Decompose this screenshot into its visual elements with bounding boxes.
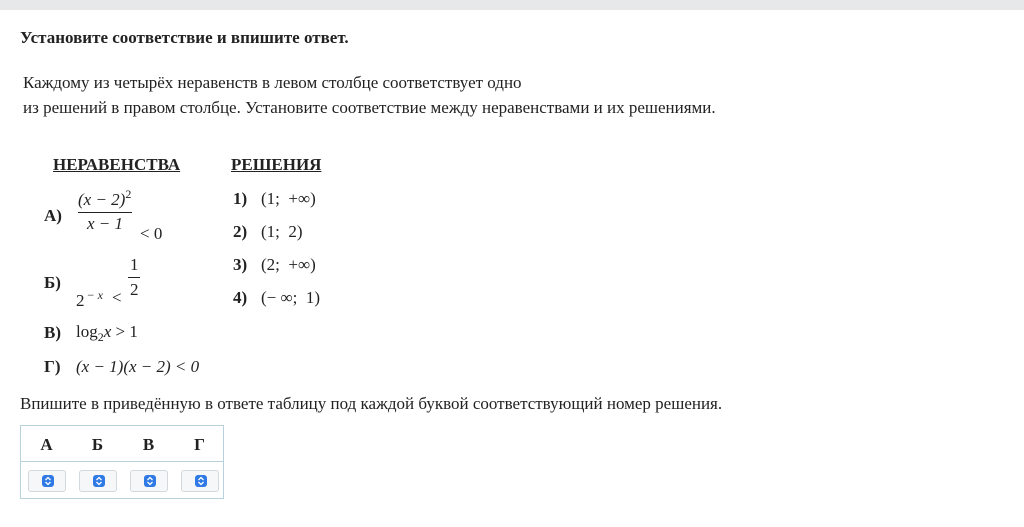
product-expression: (x − 1)(x − 2) < 0 bbox=[76, 357, 200, 376]
log-base: 2 bbox=[97, 330, 104, 344]
chevron-up-down-icon bbox=[195, 475, 207, 487]
log-prefix: log bbox=[76, 322, 98, 341]
inequality-letter: Г) bbox=[44, 357, 61, 376]
power-base: 2 bbox=[76, 291, 85, 310]
answer-select-g[interactable] bbox=[181, 470, 219, 492]
answer-header-a: А bbox=[40, 435, 53, 454]
answer-header-b: Б bbox=[91, 435, 104, 454]
answer-select-a[interactable] bbox=[28, 470, 66, 492]
answer-table bbox=[20, 425, 224, 499]
solution-number: 4) bbox=[233, 288, 248, 307]
answer-select-v[interactable] bbox=[130, 470, 168, 492]
table-divider bbox=[21, 461, 223, 462]
inequality-letter: Б) bbox=[44, 273, 61, 292]
fraction-bar bbox=[78, 212, 132, 213]
solutions-header: РЕШЕНИЯ bbox=[231, 155, 322, 174]
answer-select-b[interactable] bbox=[79, 470, 117, 492]
solution-number: 2) bbox=[233, 222, 248, 241]
power-exponent: − x bbox=[86, 288, 103, 302]
log-expression bbox=[76, 322, 138, 345]
inequalities-header: НЕРАВЕНСТВА bbox=[53, 155, 181, 174]
answer-header-g: Г bbox=[194, 435, 205, 454]
rhs-denominator: 2 bbox=[130, 280, 139, 299]
power-expression bbox=[76, 288, 103, 311]
numerator-power: 2 bbox=[125, 187, 132, 201]
solution-interval: (− ∞; 1) bbox=[261, 288, 321, 307]
top-bar bbox=[0, 0, 1024, 10]
answer-instruction: Впишите в приведённую в ответе таблицу под каждой буквой соответствующий номер решения. bbox=[20, 394, 723, 413]
log-argument: x bbox=[103, 322, 112, 341]
task-heading: Установите соответствие и впишите ответ. bbox=[20, 28, 349, 47]
inequality-relation: < bbox=[112, 288, 122, 307]
intro-line-2: из решений в правом столбце. Установите соответствие между неравенствами и их решениями. bbox=[23, 98, 716, 117]
chevron-up-down-icon bbox=[93, 475, 105, 487]
answer-header-v: В bbox=[142, 435, 155, 454]
task-intro bbox=[23, 70, 716, 120]
solution-number: 3) bbox=[233, 255, 248, 274]
solution-interval: (1; 2) bbox=[261, 222, 303, 241]
intro-line-1: Каждому из четырёх неравенств в левом столбце соответствует одно bbox=[23, 73, 522, 92]
inequality-relation: < 0 bbox=[140, 224, 163, 243]
solution-number: 1) bbox=[233, 189, 248, 208]
fraction-denominator: x − 1 bbox=[87, 214, 124, 233]
fraction-bar bbox=[128, 277, 140, 278]
solution-interval: (1; +∞) bbox=[261, 189, 316, 208]
fraction-numerator: $(x - 2)^2$ bbox=[78, 187, 132, 209]
inequality-relation: > 1 bbox=[115, 322, 138, 341]
chevron-up-down-icon bbox=[42, 475, 54, 487]
chevron-up-down-icon bbox=[144, 475, 156, 487]
inequality-letter: В) bbox=[44, 323, 61, 342]
rhs-numerator: 1 bbox=[130, 255, 139, 274]
inequality-letter: А) bbox=[44, 206, 62, 225]
solution-interval: (2; +∞) bbox=[261, 255, 316, 274]
